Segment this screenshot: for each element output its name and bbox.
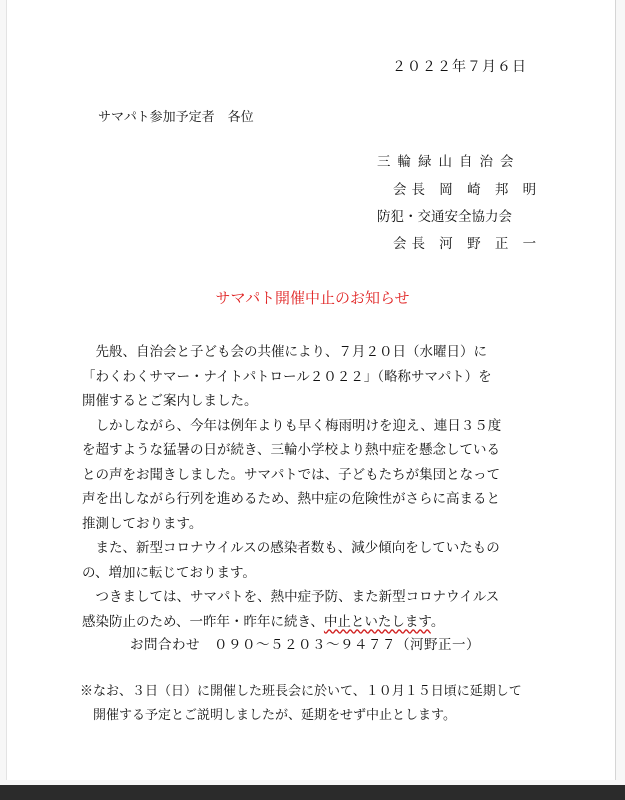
sender-organization-2: 防犯・交通安全協力会 bbox=[377, 209, 512, 225]
contact-line: お問合わせ ０９０～５２０３～９４７７（河野正一） bbox=[130, 637, 480, 653]
body-line: 先般、自治会と子ども会の共催により、７月２０日（水曜日）に bbox=[82, 344, 487, 360]
body-last-line bbox=[82, 610, 562, 635]
body-line: 推測しております。 bbox=[82, 515, 203, 532]
note-line: ※なお、３日（日）に開催した班長会に於いて、１０月１５日頃に延期して bbox=[80, 684, 522, 699]
note-line: 開催する予定とご説明しましたが、延期をせず中止とします。 bbox=[80, 708, 456, 723]
body-line: を超すような猛暑の日が続き、三輪小学校より熱中症を懸念している bbox=[82, 442, 500, 458]
notice-title: サマパト開催中止のお知らせ bbox=[215, 289, 410, 307]
body-line: また、新型コロナウイルスの感染者数も、減少傾向をしていたもの bbox=[82, 540, 500, 556]
body-line: しかしながら、今年は例年よりも早く梅雨明けを迎え、連日３５度 bbox=[82, 417, 502, 434]
notice-body bbox=[82, 340, 562, 634]
postscript-note bbox=[80, 680, 522, 728]
viewer-bottom-bar bbox=[0, 785, 625, 800]
body-line: 「わくわくサマー・ナイトパトロール２０２２」（略称サマパト）を bbox=[82, 368, 492, 385]
body-last-line-prefix: 感染防止のため、一昨年・昨年に続き、 bbox=[82, 613, 324, 630]
body-line: の、増加に転じております。 bbox=[82, 564, 256, 581]
body-line: 声を出しながら行列を進めるため、熱中症の危険性がさらに高まると bbox=[82, 491, 500, 507]
body-line: との声をお聞きしました。サマパトでは、子どもたちが集団となって bbox=[82, 466, 501, 483]
document-date: ２０２２年７月６日 bbox=[392, 59, 527, 75]
sender-president-2: 会長 河 野 正 一 bbox=[393, 236, 542, 252]
sender-organization-1: 三輪緑山自治会 bbox=[377, 154, 521, 170]
body-line: 開催するとご案内しました。 bbox=[82, 393, 258, 409]
cancellation-emphasis: 中止といたします bbox=[323, 613, 431, 630]
recipient-line: サマパト参加予定者 各位 bbox=[98, 110, 254, 125]
body-last-line-suffix: 。 bbox=[430, 613, 445, 630]
sender-president-1: 会長 岡 崎 邦 明 bbox=[393, 182, 542, 198]
body-line: つきましては、サマパトを、熱中症予防、また新型コロナウイルス bbox=[82, 589, 500, 605]
